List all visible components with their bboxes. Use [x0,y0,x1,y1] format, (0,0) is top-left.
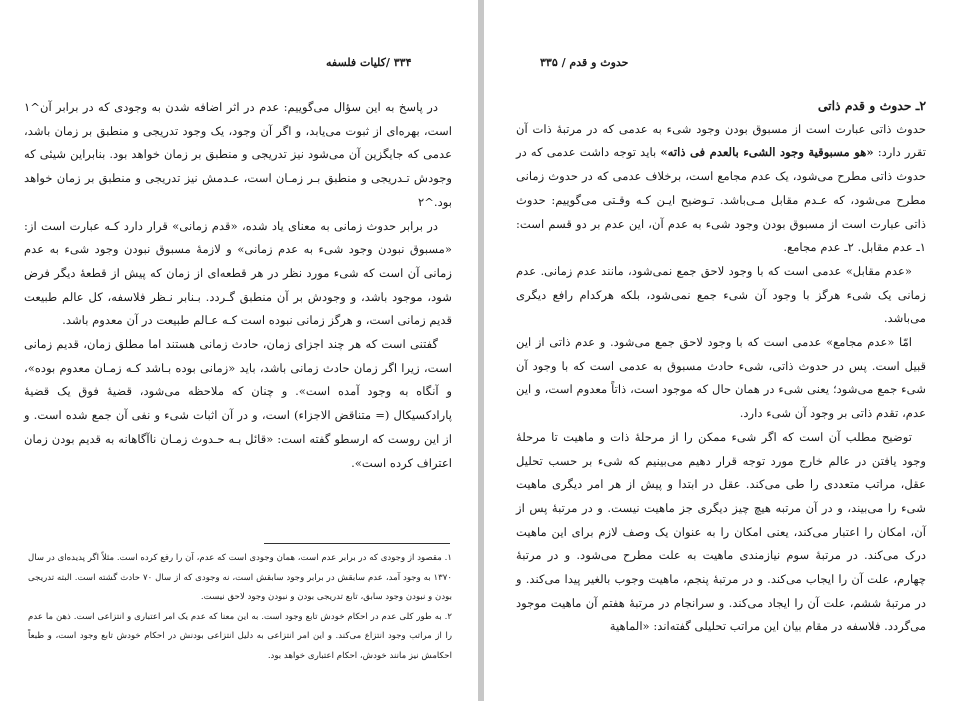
intro-text-end: باید توجه داشت عدمی که در حدوث ذاتی مطرح می‌شود، یک عدم مجامع است، برخلاف عدمی که در حدوث زمانی مطرح می‌شود، که عـدم مقابل مـی‌باشد. تـوضیح ایـن کـه وقـتی می‌گوییم: حدوث ذاتی عبارت است از مسبوق بودن وجود شیء به عدم آن، این عدم بر دو قسم است: ۱ـ عدم مقابل. ۲ـ عدم مجامع. [516,145,926,255]
arabic-definition: «هو مسبوقیة وجود الشیء بالعدم فی ذاته» [660,145,874,160]
left-running-head: ۳۳۴ /کلیات فلسفه [326,56,412,69]
left-paragraph-2: در برابر حدوث زمانی به معنای یاد شده، «قدم زمانی» قرار دارد کـه عبارت است از: «مسبوق نبودن وجود شیء به عدم زمانی» و لازمهٔ مسبوق نبودن وجود شیء به عدم زمانی آن است که شیء مورد نظر در هر قطعه‌ای از زمان که پیش از قطعهٔ دیگر فرض شود، موجود باشد، و وجودش بر آن منطبق گـردد. بـنابر نـظر فلاسفه، کل عالم طبیعت قدیم زمانی است، و هرگز زمانی نبوده است کـه عـالم طبیعت در آن معدوم باشد. [24,218,452,328]
right-paragraph-1: «عدم مقابل» عدمی است که با وجود لاحق جمع نمی‌شود، مانند عدم زمانی. عدم زمانی یک شیء هرگز با وجود آن شیء جمع نمی‌شود، بلکه هرکدام رافع دیگری می‌باشد. [516,263,926,326]
intro-text-start: حدوث ذاتی عبارت است از مسبوق بودن وجود شیء به عدمی که در مرتبهٔ ذات آن تقرر دارد: [516,121,927,160]
left-paragraph-1: در پاسخ به این سؤال می‌گوییم: عدم در اثر اضافه شدن به وجودی که در برابر آن^۱ است، بهره‌ای از ثبوت می‌یابد، و اگر آن وجود، یک وجود تدریجی و منطبق بر زمان باشد، عدمی که جایگزین آن می‌شود نیز تدریجی و منطبق بر زمان خواهد بود. بنابراین شیئی که وجودش تـدریجی و منطبق بـر زمـان است، عـدمش نیز تدریجی و منطبق بر زمان خواهد بود.^۲ [24,100,452,209]
right-running-head: حدوث و قدم / ۳۳۵ [540,56,629,69]
left-page [0,0,478,701]
right-intro-paragraph [516,118,926,260]
footnote-1: ۱. مقصود از وجودی که در برابر عدم است، همان وجودی است که عدم، آن را رفع کرده است. مثلاً اگر پدیده‌ای در سال ۱۳۷۰ به وجود آمد، عدم سابقش در برابر وجود سابقش است، نه وجودی که از سال ۷۰ حادث گشته است. البته تدریجی بودن و نبودن وجود سابق، تابع تدریجی بودن و نبودن وجود لاحق نیست. [28,553,452,603]
right-body-text [516,94,926,639]
left-body-text [24,96,452,475]
left-paragraph-3: گفتنی است که هر چند اجزای زمان، حادث زمانی هستند اما مطلق زمان، قدیم زمانی است، زیرا اگر زمان حادث زمانی باشد، باید «زمانی بوده بـاشد کـه زمـان معدوم بوده»، و آنگاه به وجود آمده است». و چنان که ملاحظه می‌شود، قضیهٔ فوق یک قضیهٔ پارادکسیکال (= متناقض الاجزاء) است، و در آن اثبات شیء و نفی آن جمع شده است. و از این روست که ارسطو گفته است: «قائل بـه حـدوث زمـان ناآگاهانه به قدیم بودن زمان اعتراف کرده است». [24,337,452,470]
right-page [484,0,963,701]
section-title: ۲ـ حدوث و قدم ذاتی [817,98,926,113]
right-paragraph-2: امّا «عدم مجامع» عدمی است که با وجود لاحق جمع می‌شود. و عدم ذاتی از این قبیل است. پس در حدوث ذاتی، شیء حادث مسبوق به عدمی است که با وجود آن شیء جمع می‌شود؛ یعنی شیء در همان حال که موجود است، ذاتاً معدوم است، و این عدم، تقدم ذاتی بر وجود آن شیء دارد. [516,335,926,421]
footnotes [28,549,452,667]
footnote-2: ۲. به طور کلی عدم در احکام خودش تابع وجود است. به این معنا که عدم یک امر اعتباری و انتزاعی است. ذهن ما عدم را از مراتب وجود انتزاع می‌کند. و این امر انتزاعی به دلیل انتزاعی بودنش در احکام خودش تابع وجود است، و طبعاً احکامش نیز مانند خودش، احکام اعتباری خواهد بود. [28,611,452,661]
footnote-divider [264,543,450,544]
right-paragraph-3: توضیح مطلب آن است که اگر شیء ممکن را از مرحلهٔ ذات و ماهیت تا مرحلهٔ وجود یافتن در عالم خارج مورد توجه قرار دهیم می‌بینیم که شیء بر حسب تحلیل عقل، مراتب متعددی را طی می‌کند. عقل در ابتدا و پیش از هر امر دیگری ماهیت شیء را می‌بیند، و در آن مرتبه هیچ چیز دیگری جز ماهیت نیست. و در مرتبهٔ پس از آن، امکان را اعتبار می‌کند، یعنی امکان را به عنوان یک وصف لازم برای این ماهیت درک می‌کند. در مرتبهٔ سوم نیازمندی ماهیت به علت مطرح می‌شود. و در مرتبهٔ چهارم، علت آن را ایجاب می‌کند. و در مرتبهٔ پنجم، ماهیت وجوب بالغیر پیدا می‌کند. و در مرتبهٔ ششم، علت آن را ایجاد می‌کند. و سرانجام در مرتبهٔ هفتم آن ماهیت موجود می‌گردد. فلاسفه در مقام بیان این مراتب تحلیلی گفته‌اند: «الماهیة [516,429,926,634]
